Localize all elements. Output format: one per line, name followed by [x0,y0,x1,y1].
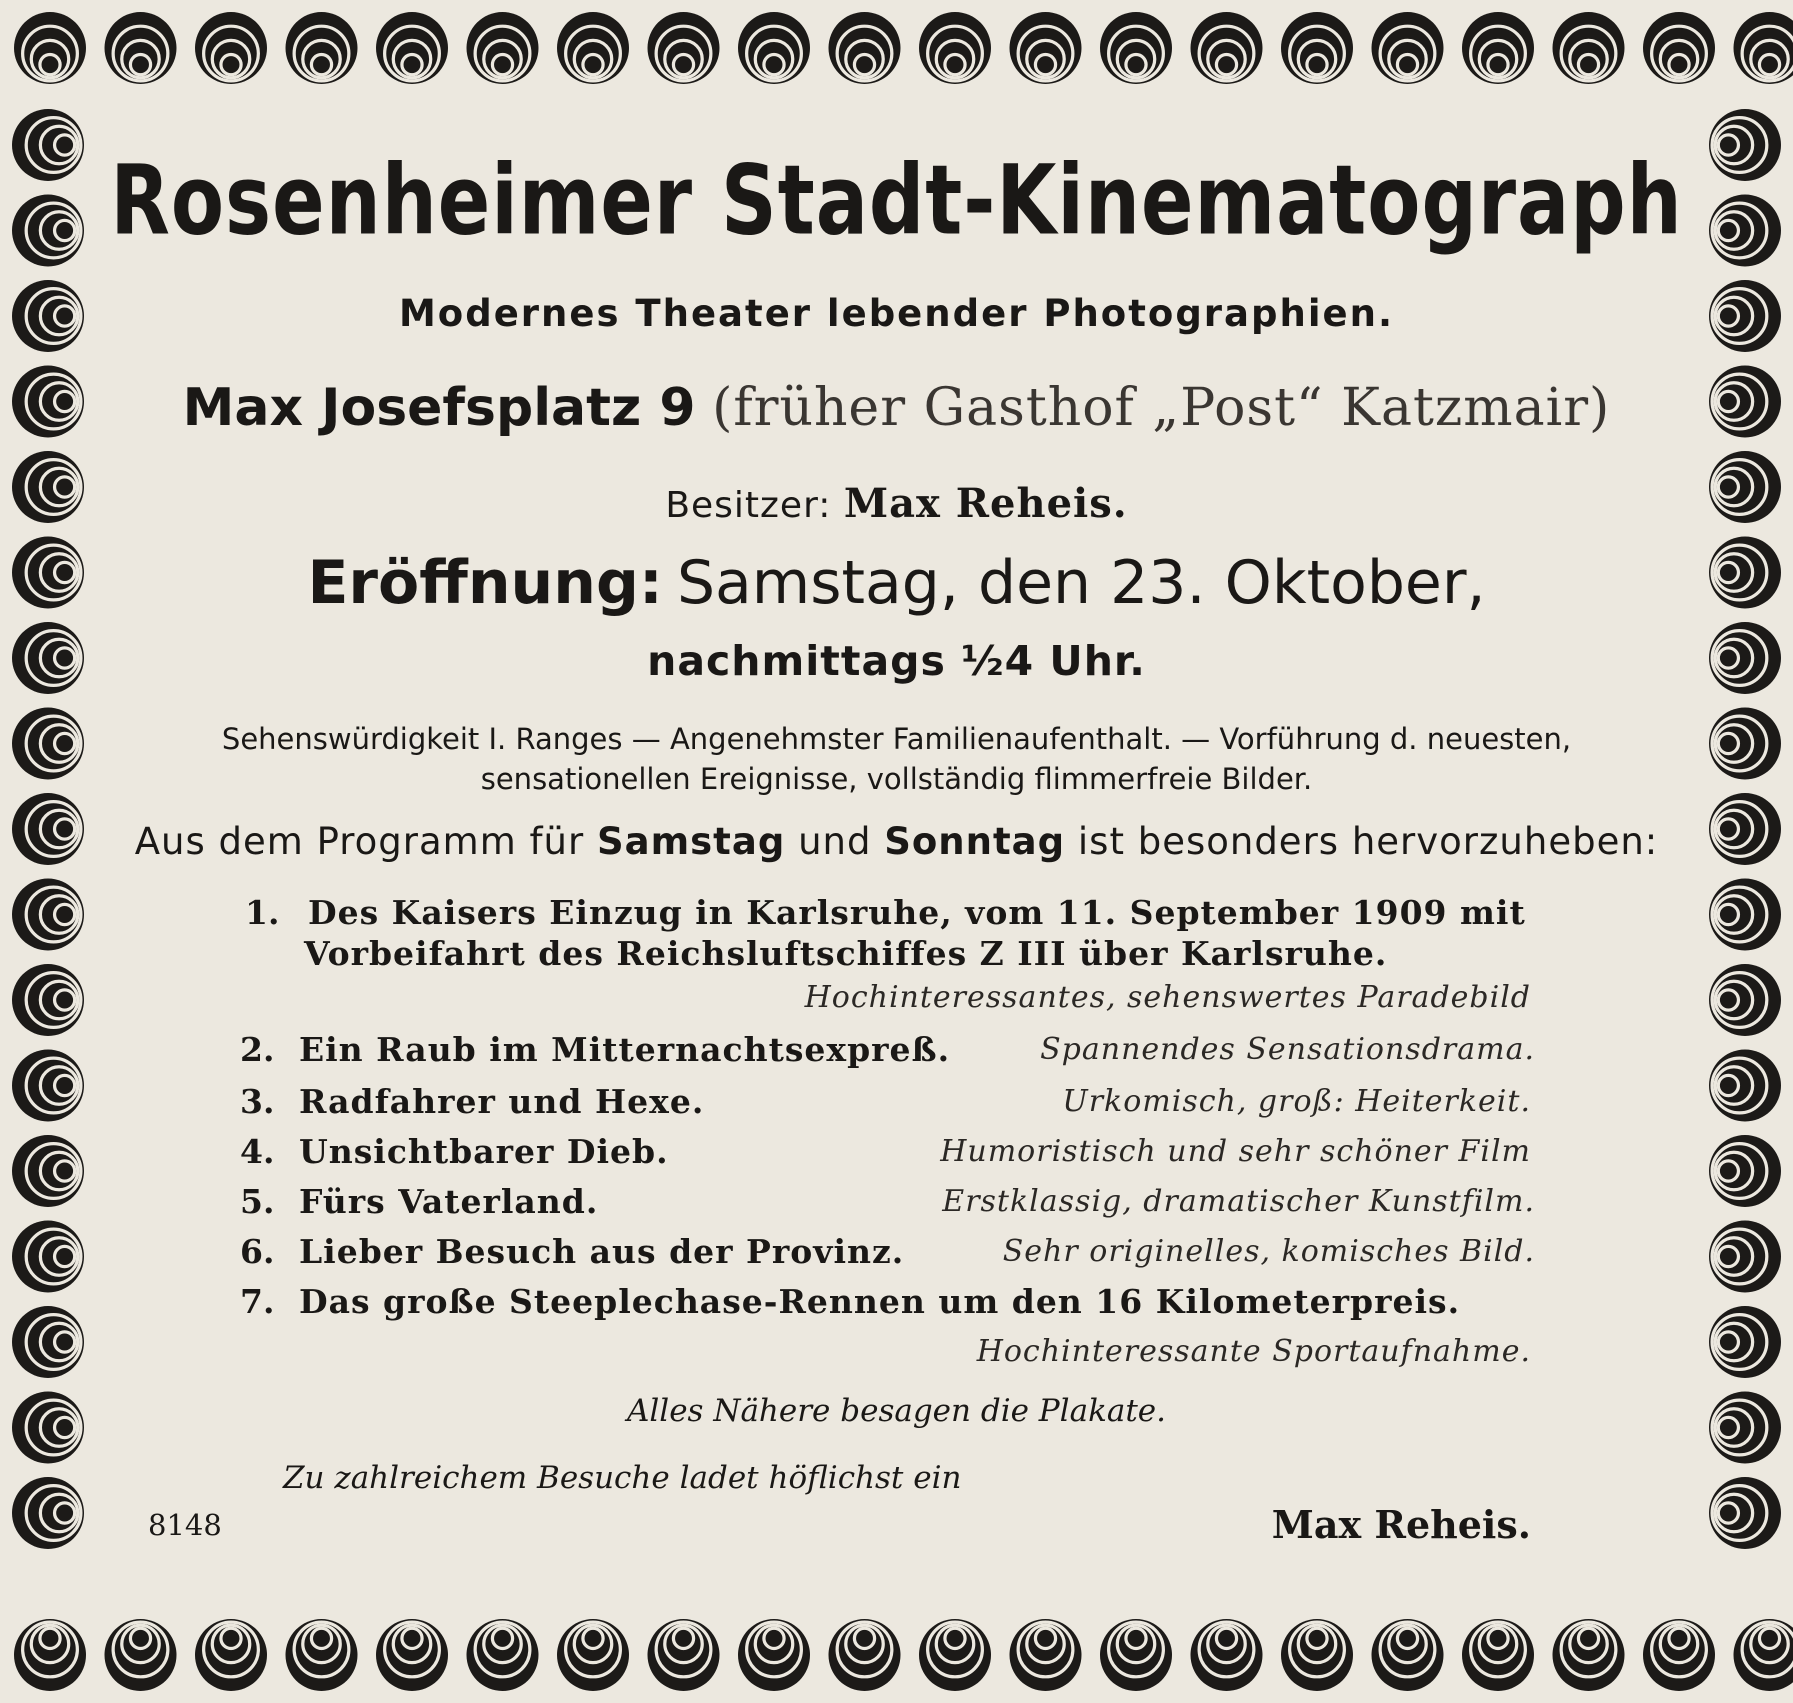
border-ornament [12,879,84,951]
border-ornament [376,12,448,84]
border-ornament [1191,12,1263,84]
page-title: Rosenheimer Stadt-Kinematograph [110,145,1683,257]
border-ornament [557,1619,629,1691]
border-ornament [467,1619,539,1691]
item-number: 3. [240,1082,275,1121]
program-item-4 [240,1132,669,1171]
opening-label: Eröffnung: [307,548,663,618]
border-ornament [1372,1619,1444,1691]
program-item-7 [240,1282,1460,1321]
border-ornament [14,12,86,84]
border-ornament [12,964,84,1036]
item-title-continued: Vorbeifahrt des Reichsluftschiffes Z III über Karlsruhe. [304,934,1388,973]
border-ornament [1010,1619,1082,1691]
border-ornament [195,12,267,84]
program-item-5 [240,1182,598,1221]
program-item-7-desc [977,1334,1531,1369]
address [0,378,1793,438]
program-intro [0,820,1793,863]
border-ornament [12,1477,84,1549]
intro-part-3: ist besonders hervorzuheben: [1065,820,1659,863]
border-ornament [1709,1221,1781,1293]
border-ornament [1372,12,1444,84]
border-ornament [1010,12,1082,84]
border-ornament [1281,1619,1353,1691]
border-ornament [648,1619,720,1691]
posters-note: Alles Nähere besagen die Plakate. [627,1393,1166,1429]
owner-line [0,480,1793,527]
program-item-1-line-2 [304,934,1387,973]
border-ornament [105,12,177,84]
opening-date: Samstag, den 23. Oktober, [676,548,1486,618]
owner-name: Max Reheis. [843,480,1128,527]
border-ornament [1462,1619,1534,1691]
program-item-2 [240,1030,950,1069]
street-address: Max Josefsplatz 9 [182,378,696,438]
item-description: Spannendes Sensationsdrama. [1040,1032,1535,1067]
item-number: 4. [240,1132,275,1171]
border-ornament [1643,1619,1715,1691]
program-item-1 [245,893,1526,932]
border-ornament [12,1135,84,1207]
former-venue: (früher Gasthof „Post“ Katzmair) [712,378,1611,438]
program-item-4-desc [940,1134,1531,1169]
item-title: Des Kaisers Einzug in Karlsruhe, vom 11. September 1909 mit [307,893,1526,932]
border-ornament [1709,1477,1781,1549]
border-ornament [105,1619,177,1691]
border-ornament [1709,1135,1781,1207]
item-number: 6. [240,1232,275,1271]
item-number: 5. [240,1182,275,1221]
item-description: Hochinteressantes, sehenswertes Paradebild [804,980,1531,1015]
border-ornament [648,12,720,84]
border-ornament [1643,12,1715,84]
border-ornament [919,12,991,84]
item-description: Hochinteressante Sportaufnahme. [976,1334,1531,1369]
border-ornament [12,1050,84,1122]
item-title: Fürs Vaterland. [298,1182,599,1221]
intro-day-1: Samstag [596,820,786,863]
item-description: Sehr originelles, komisches Bild. [1002,1234,1535,1269]
border-ornament [286,1619,358,1691]
border-ornament [919,1619,991,1691]
border-ornament [1191,1619,1263,1691]
ad-code: 8148 [148,1508,222,1542]
border-ornament [738,12,810,84]
signature: Max Reheis. [1271,1502,1531,1547]
item-title: Radfahrer und Hexe. [298,1082,705,1121]
item-title: Ein Raub im Mitternachtsexpreß. [298,1030,951,1069]
border-ornament [1100,1619,1172,1691]
opening-line [0,548,1793,618]
program-item-5-desc [942,1184,1535,1219]
border-ornament [829,1619,901,1691]
intro-day-2: Sonntag [884,820,1066,863]
features-line-1: Sehenswürdigkeit I. Ranges — Angenehmster Familienaufenthalt. — Vorführung d. neuesten, [221,722,1572,756]
item-description: Urkomisch, groß: Heiterkeit. [1062,1084,1531,1119]
item-title: Unsichtbarer Dieb. [298,1132,669,1171]
program-item-3-desc [1062,1084,1531,1119]
border-ornament [12,1221,84,1293]
border-ornament [1709,1050,1781,1122]
opening-time: nachmittags ½4 Uhr. [647,637,1146,685]
item-description: Erstklassig, dramatischer Kunstfilm. [942,1184,1535,1219]
border-ornament [1100,12,1172,84]
item-description: Humoristisch und sehr schöner Film [940,1134,1531,1169]
item-title: Das große Steeplechase-Rennen um den 16 Kilometerpreis. [298,1282,1461,1321]
border-ornament [1462,12,1534,84]
border-ornament [195,1619,267,1691]
border-ornament [1734,12,1793,84]
border-ornament [14,1619,86,1691]
border-ornament [738,1619,810,1691]
border-ornament [467,12,539,84]
border-ornament [557,12,629,84]
program-item-2-desc [1040,1032,1535,1067]
border-ornament [1709,1306,1781,1378]
program-item-1-desc [805,980,1531,1015]
intro-part-1: Aus dem Programm für [134,820,597,863]
border-ornament [829,12,901,84]
program-item-3 [240,1082,704,1121]
border-ornament [376,1619,448,1691]
border-ornament [1709,879,1781,951]
subtitle: Modernes Theater lebender Photographien. [398,292,1395,335]
border-ornament [1281,12,1353,84]
features-line-2: sensationellen Ereignisse, vollständig flimmerfreie Bilder. [480,762,1313,796]
border-ornament [1734,1619,1793,1691]
border-ornament [286,12,358,84]
item-title: Lieber Besuch aus der Provinz. [298,1232,905,1271]
border-ornament [12,1306,84,1378]
intro-part-2: und [785,820,885,863]
invitation-line: Zu zahlreichem Besuche ladet höflichst ein [283,1460,962,1496]
program-item-6-desc [1003,1234,1535,1269]
item-number: 1. [245,893,280,932]
owner-label: Besitzer: [665,485,832,526]
border-ornament [1553,12,1625,84]
border-ornament [1553,1619,1625,1691]
item-number: 2. [240,1030,275,1069]
program-item-6 [240,1232,904,1271]
border-ornament [1709,964,1781,1036]
item-number: 7. [240,1282,275,1321]
